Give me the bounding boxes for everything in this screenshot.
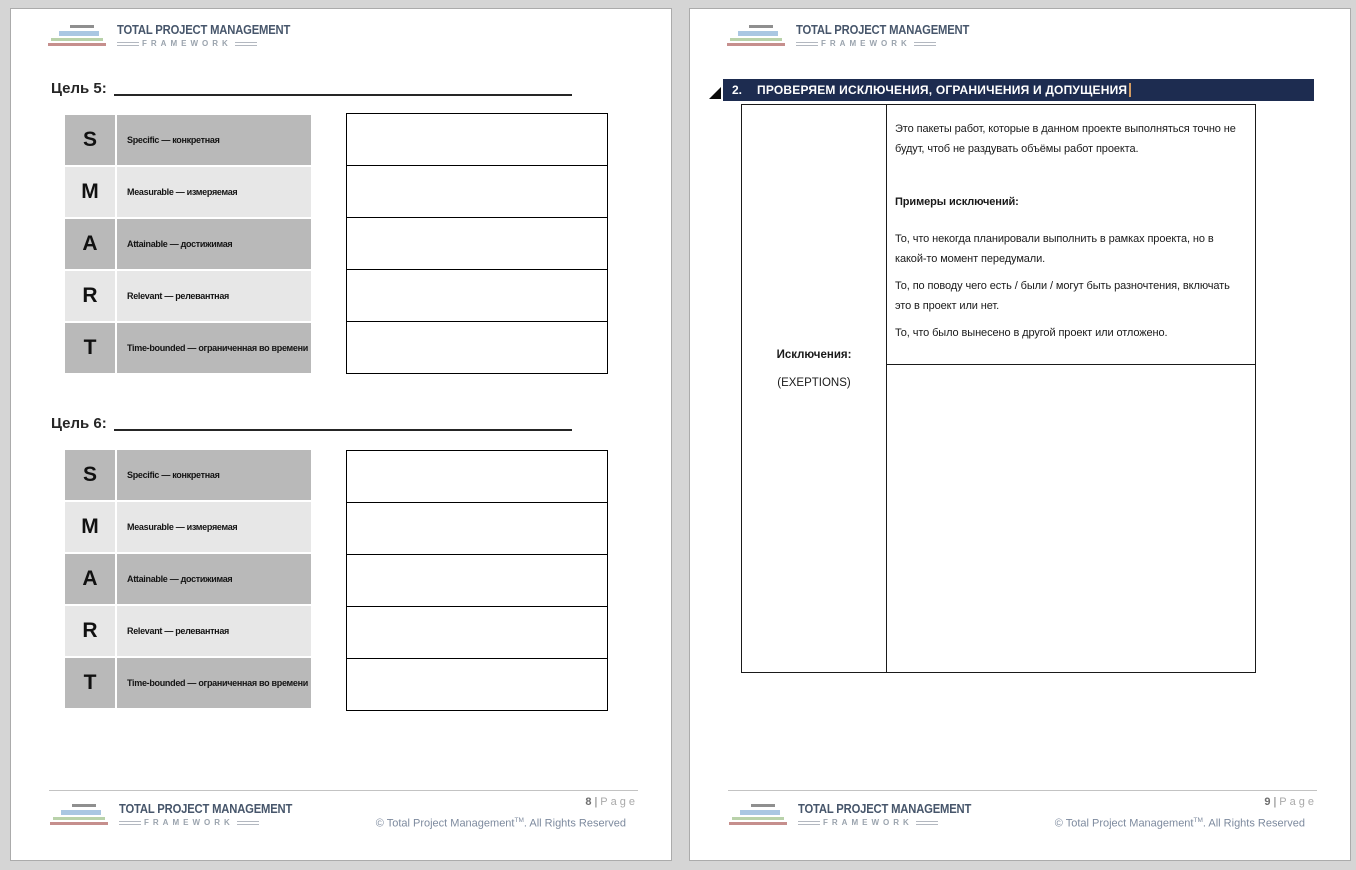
smart-answer-box[interactable] xyxy=(346,554,608,607)
smart-row xyxy=(65,450,311,500)
brand-logo xyxy=(49,802,311,827)
exclusions-label-sub: (EXEPTIONS) xyxy=(777,376,851,389)
page-number: 9 | Page xyxy=(1264,796,1317,808)
framework-line-right xyxy=(916,821,938,825)
document-page-9 xyxy=(689,8,1351,861)
smart-desc-cell: Relevant — релевантная xyxy=(117,606,311,656)
exclusions-empty-cell[interactable] xyxy=(887,365,1255,672)
brand-logo xyxy=(726,23,988,48)
goal-5-label: Цель 5: xyxy=(51,80,107,97)
smart-answer-box[interactable] xyxy=(346,217,608,270)
exclusions-intro: Это пакеты работ, которые в данном проекте выполняться точно не будут, чтоб не раздувать объёмы работ проекта. xyxy=(895,123,1236,155)
logo-title: TOTAL PROJECT MANAGEMENT xyxy=(117,23,291,37)
smart-desc-cell: Specific — конкретная xyxy=(117,450,311,500)
framework-line-right xyxy=(235,42,257,46)
answer-boxes-goal-6 xyxy=(346,450,608,711)
layered-bars-icon xyxy=(726,25,786,46)
smart-row xyxy=(65,115,311,165)
layered-bars-icon xyxy=(728,804,788,825)
text-cursor xyxy=(1129,83,1131,97)
smart-letter-cell: S xyxy=(65,450,115,500)
smart-row xyxy=(65,606,311,656)
goal-6-label: Цель 6: xyxy=(51,415,107,432)
example-item: То, по поводу чего есть / были / могут быть разночтения, включать это в проект или нет. xyxy=(895,280,1230,312)
logo-title: TOTAL PROJECT MANAGEMENT xyxy=(119,802,293,816)
smart-table-goal-5 xyxy=(65,115,311,375)
example-item: То, что некогда планировали выполнить в рамках проекта, но в какой-то момент передумали. xyxy=(895,233,1214,265)
smart-letter-cell: M xyxy=(65,167,115,217)
smart-answer-box[interactable] xyxy=(346,658,608,711)
smart-desc-cell: Time-bounded — ограниченная во времени xyxy=(117,323,311,373)
logo-subtitle: FRAMEWORK xyxy=(142,39,232,48)
exclusions-table xyxy=(741,104,1256,673)
smart-row xyxy=(65,658,311,708)
logo-subtitle: FRAMEWORK xyxy=(823,818,913,827)
smart-letter-cell: R xyxy=(65,271,115,321)
logo-title: TOTAL PROJECT MANAGEMENT xyxy=(798,802,972,816)
example-item: То, что было вынесено в другой проект или отложено. xyxy=(895,327,1168,339)
smart-desc-cell: Attainable — достижимая xyxy=(117,554,311,604)
smart-answer-box[interactable] xyxy=(346,165,608,218)
smart-desc-cell: Measurable — измеряемая xyxy=(117,167,311,217)
smart-letter-cell: A xyxy=(65,554,115,604)
section-heading-number: 2. xyxy=(732,83,743,97)
smart-letter-cell: T xyxy=(65,323,115,373)
logo-subtitle: FRAMEWORK xyxy=(821,39,911,48)
smart-table-goal-6 xyxy=(65,450,311,710)
framework-line-left xyxy=(119,821,141,825)
smart-desc-cell: Attainable — достижимая xyxy=(117,219,311,269)
copyright-notice: © Total Project Management™. All Rights Reserved xyxy=(375,817,626,830)
framework-line-left xyxy=(117,42,139,46)
framework-line-right xyxy=(237,821,259,825)
smart-row xyxy=(65,271,311,321)
section-heading-title: ПРОВЕРЯЕМ ИСКЛЮЧЕНИЯ, ОГРАНИЧЕНИЯ И ДОПУЩЕНИЯ xyxy=(757,83,1128,97)
framework-line-right xyxy=(914,42,936,46)
smart-letter-cell: T xyxy=(65,658,115,708)
answer-boxes-goal-5 xyxy=(346,113,608,374)
smart-row xyxy=(65,219,311,269)
exclusions-label-cell xyxy=(742,105,887,672)
logo-title: TOTAL PROJECT MANAGEMENT xyxy=(796,23,970,37)
heading-collapse-triangle-icon[interactable] xyxy=(709,87,721,99)
goal-6-fill-line[interactable] xyxy=(114,429,572,431)
smart-desc-cell: Relevant — релевантная xyxy=(117,271,311,321)
goal-5-heading xyxy=(51,80,572,97)
smart-answer-box[interactable] xyxy=(346,113,608,166)
goal-5-fill-line[interactable] xyxy=(114,94,572,96)
smart-letter-cell: M xyxy=(65,502,115,552)
page-footer xyxy=(49,790,638,830)
smart-letter-cell: R xyxy=(65,606,115,656)
goal-6-heading xyxy=(51,415,572,432)
smart-desc-cell: Specific — конкретная xyxy=(117,115,311,165)
framework-line-left xyxy=(798,821,820,825)
brand-logo xyxy=(47,23,309,48)
exclusions-label: Исключения: xyxy=(776,348,852,361)
smart-letter-cell: A xyxy=(65,219,115,269)
smart-row xyxy=(65,167,311,217)
layered-bars-icon xyxy=(49,804,109,825)
document-page-8 xyxy=(10,8,672,861)
page-footer xyxy=(728,790,1317,830)
smart-answer-box[interactable] xyxy=(346,450,608,503)
layered-bars-icon xyxy=(47,25,107,46)
section-heading-bar[interactable] xyxy=(723,79,1314,101)
framework-line-left xyxy=(796,42,818,46)
smart-answer-box[interactable] xyxy=(346,502,608,555)
smart-letter-cell: S xyxy=(65,115,115,165)
logo-subtitle: FRAMEWORK xyxy=(144,818,234,827)
smart-row xyxy=(65,502,311,552)
smart-row xyxy=(65,323,311,373)
smart-answer-box[interactable] xyxy=(346,321,608,374)
examples-title: Примеры исключений: xyxy=(895,196,1019,208)
smart-answer-box[interactable] xyxy=(346,269,608,322)
smart-answer-box[interactable] xyxy=(346,606,608,659)
exclusions-description-cell xyxy=(887,105,1255,365)
page-number: 8 | Page xyxy=(585,796,638,808)
smart-desc-cell: Measurable — измеряемая xyxy=(117,502,311,552)
copyright-notice: © Total Project Management™. All Rights Reserved xyxy=(1054,817,1305,830)
smart-desc-cell: Time-bounded — ограниченная во времени xyxy=(117,658,311,708)
brand-logo xyxy=(728,802,990,827)
smart-row xyxy=(65,554,311,604)
